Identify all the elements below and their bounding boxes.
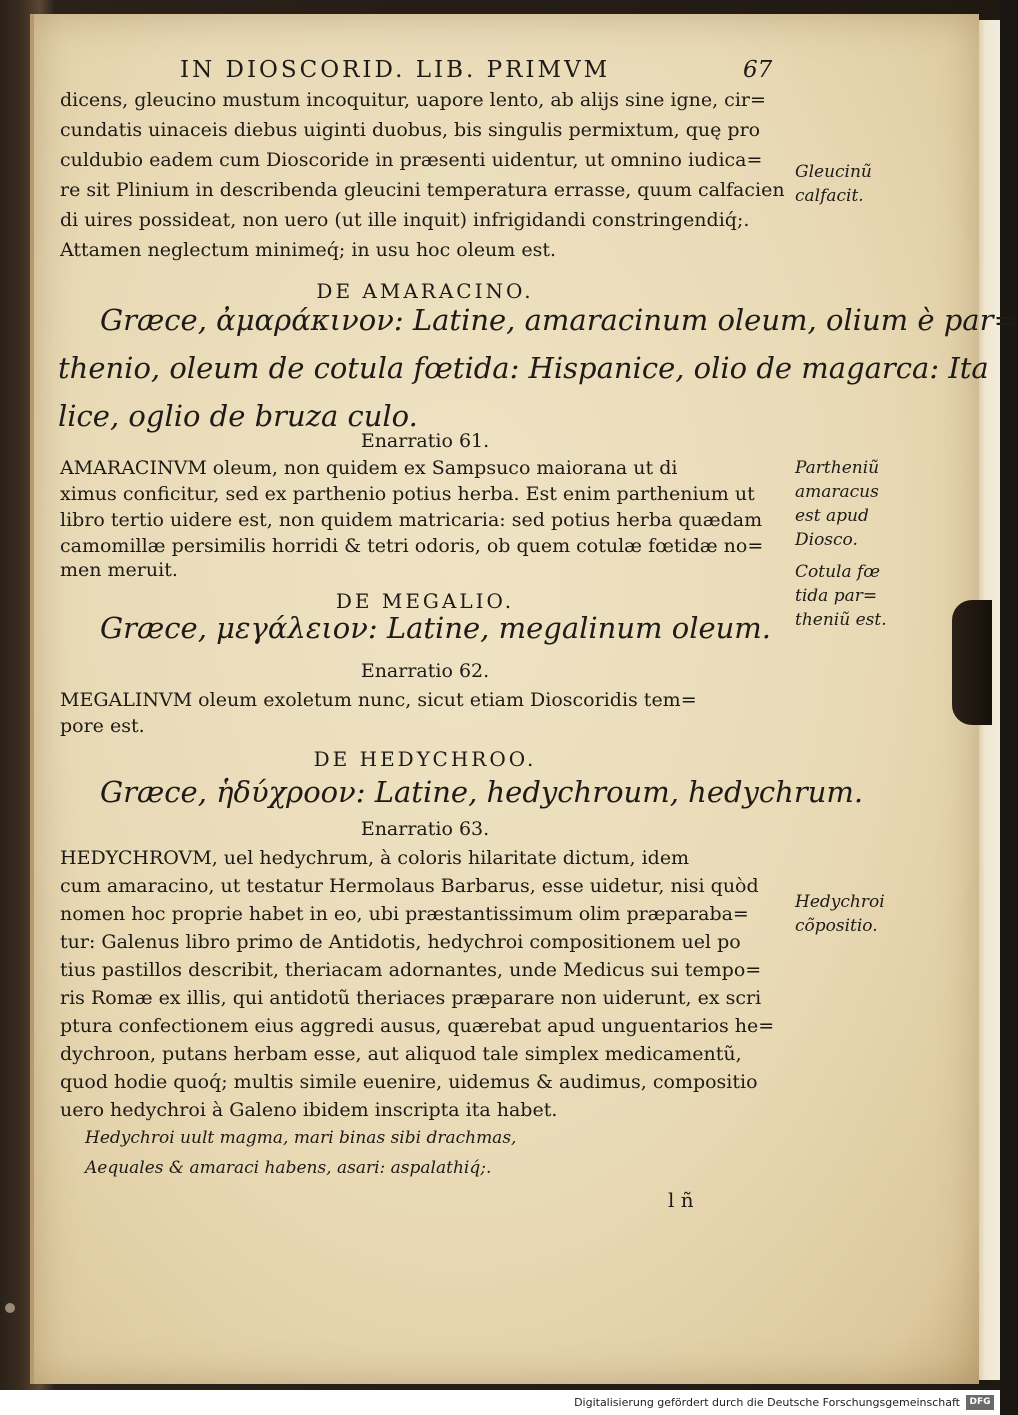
body-line: pore est.	[60, 715, 145, 737]
body-line: ris Romæ ex illis, qui antidotũ theriaces præparare non uiderunt, ex scri	[60, 987, 762, 1009]
signature-mark: l ñ	[668, 1188, 694, 1212]
synonym-line: thenio, oleum de cotula fœtida: Hispanice, olio de magarca: Ita	[58, 351, 989, 385]
body-line: camomillæ persimilis horridi & tetri odoris, ob quem cotulæ fœtidæ no=	[60, 535, 764, 557]
section-title-amaracino: DE AMARACINO.	[316, 279, 534, 303]
body-line: nomen hoc proprie habet in eo, ubi præstantissimum olim præparaba=	[60, 903, 749, 925]
folio-number: 67	[743, 57, 773, 83]
verse-line: Hedychroi uult magma, mari binas sibi drachmas,	[85, 1128, 517, 1148]
dfg-logo: DFG	[966, 1395, 994, 1410]
enarratio-heading: Enarratio 61.	[360, 430, 490, 452]
body-line: uero hedychroi à Galeno ibidem inscripta ita habet.	[60, 1099, 558, 1121]
funding-credit: Digitalisierung gefördert durch die Deutsche Forschungsgemeinschaft	[574, 1396, 960, 1409]
margin-note-gleucinum: Gleucinũ calfacit.	[795, 162, 872, 206]
body-line: men meruit.	[60, 559, 178, 581]
verse-line: Aequales & amaraci habens, asari: aspalathiq́;.	[85, 1158, 492, 1178]
body-line: quod hodie quoq́; multis simile euenire, uidemus & audimus, compositio	[60, 1071, 758, 1093]
body-line: culdubio eadem cum Dioscoride in præsenti uidentur, ut omnino iudica=	[60, 149, 763, 171]
body-line: tur: Galenus libro primo de Antidotis, hedychroi compositionem uel po	[60, 931, 741, 953]
margin-note-parthenium: Partheniũ amaracus est apud Diosco.	[795, 458, 880, 550]
body-line: Attamen neglectum minimeq́; in usu hoc oleum est.	[60, 239, 557, 261]
synonym-line: Græce, ἡδύχροον: Latine, hedychroum, hedychrum.	[100, 775, 864, 809]
body-line: dychroon, putans herbam esse, aut aliquod tale simplex medicamentũ,	[60, 1043, 742, 1065]
body-line: cum amaracino, ut testatur Hermolaus Barbarus, esse uidetur, nisi quòd	[60, 875, 759, 897]
section-title-hedychroo: DE HEDYCHROO.	[313, 747, 537, 771]
section-title-megalio: DE MEGALIO.	[335, 589, 515, 613]
body-line: ximus conficitur, sed ex parthenio potius herba. Est enim parthenium ut	[60, 483, 755, 505]
synonym-line: Græce, ἀμαράκινον: Latine, amaracinum oleum, olium è par=	[100, 303, 1018, 337]
margin-note-hedychroi: Hedychroi cõpositio.	[795, 892, 885, 936]
body-line: di uires possideat, non uero (ut ille inquit) infrigidandi constringendiq́;.	[60, 209, 750, 231]
margin-note-cotula: Cotula fœ tida par= theniũ est.	[795, 562, 887, 630]
enarratio-heading: Enarratio 62.	[360, 660, 490, 682]
body-line: MEGALINVM oleum exoletum nunc, sicut etiam Dioscoridis tem=	[60, 689, 697, 711]
running-title: IN DIOSCORID. LIB. PRIMVM	[180, 57, 611, 83]
footer-bar	[0, 1390, 1000, 1415]
body-line: ptura confectionem eius aggredi ausus, quærebat apud unguentarios he=	[60, 1015, 775, 1037]
running-header	[180, 50, 780, 90]
body-line: HEDYCHROVM, uel hedychrum, à coloris hilaritate dictum, idem	[60, 847, 690, 869]
body-line: re sit Plinium in describenda gleucini temperatura errasse, quum calfacien	[60, 179, 785, 201]
enarratio-heading: Enarratio 63.	[360, 818, 490, 840]
body-line: AMARACINVM oleum, non quidem ex Sampsuco maiorana ut di	[60, 457, 678, 479]
synonym-line: Græce, μεγάλειον: Latine, megalinum oleum.	[100, 611, 772, 645]
body-line: libro tertio uidere est, non quidem matricaria: sed potius herba quædam	[60, 509, 763, 531]
body-line: cundatis uinaceis diebus uiginti duobus, bis singulis permixtum, quę pro	[60, 119, 761, 141]
synonym-line: lice, oglio de bruza culo.	[58, 399, 418, 433]
paper-speck	[5, 1303, 15, 1313]
body-line: dicens, gleucino mustum incoquitur, uapore lento, ab alijs sine igne, cir=	[60, 89, 766, 111]
body-line: tius pastillos describit, theriacam adornantes, unde Medicus sui tempo=	[60, 959, 762, 981]
